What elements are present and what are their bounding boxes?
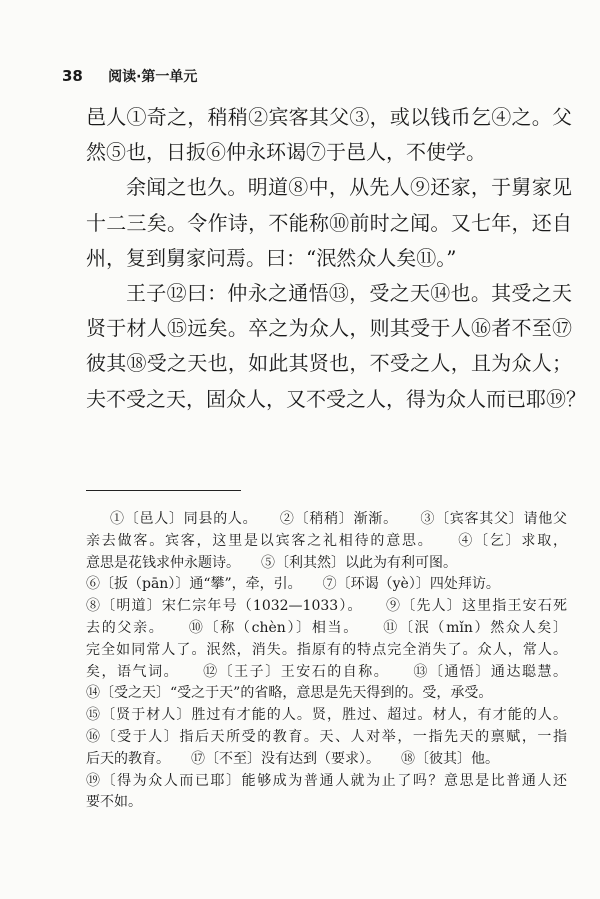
footnote-line: 矣，语气词。 ⑫〔王子〕王安石的自称。 ⑬〔通悟〕通达聪慧。	[86, 663, 567, 680]
footnote-line: 要不如。	[86, 794, 142, 811]
footnote-line: 完全如同常人了。泯然，消失。指原有的特点完全消失了。众人，常人。	[86, 641, 567, 658]
footnote-line: 后天的教育。 ⑰〔不至〕没有达到（要求）。 ⑱〔彼其〕他。	[86, 750, 499, 767]
footnote-line: ⑮〔贤于材人〕胜过有才能的人。贤，胜过、超过。材人，有才能的人。	[86, 707, 567, 724]
footnote-line: ⑥〔扳（pān）〕通“攀”，牵，引。 ⑦〔环谒（yè）〕四处拜访。	[86, 576, 500, 593]
footnote-line: 意思是花钱求仲永题诗。 ⑤〔利其然〕以此为有利可图。	[86, 554, 457, 571]
footnotes	[86, 509, 567, 814]
text-line: 彼其⑱受之天也，如此其贤也，不受之人，且为众人；	[86, 351, 572, 376]
text-line: 然⑤也，日扳⑥仲永环谒⑦于邑人，不使学。	[86, 140, 486, 165]
text-line: 贤于材人⑮远矣。卒之为众人，则其受于人⑯者不至⑰	[86, 316, 572, 341]
text-line: 邑人①奇之，稍稍②宾客其父③，或以钱币乞④之。父	[86, 105, 572, 129]
footnote-line: 去的父亲。 ⑩〔称（chèn）〕相当。 ⑪〔泯（mǐn）然众人矣〕	[86, 619, 567, 636]
footnote-line: ⑲〔得为众人而已耶〕能够成为普通人就为止了吗？意思是比普通人还	[86, 772, 567, 789]
footnote-line: ⑯〔受于人〕指后天所受的教育。天、人对举，一指先天的禀赋，一指	[86, 728, 567, 745]
text-line: 十二三矣。令作诗，不能称⑩前时之闻。又七年，还自	[86, 210, 572, 235]
section-title: 阅读·第一单元	[108, 69, 198, 85]
footnote-line: ⑧〔明道〕宋仁宗年号（1032—1033）。 ⑨〔先人〕这里指王安石死	[86, 598, 567, 615]
text-line: 夫不受之天，固众人，又不受之人，得为众人而已耶⑲？	[86, 386, 586, 411]
text-line: 王子⑫曰：仲永之通悟⑬，受之天⑭也。其受之天	[126, 280, 572, 305]
footnote-line: ①〔邑人〕同县的人。 ②〔稍稍〕渐渐。 ③〔宾客其父〕请他父	[110, 511, 567, 527]
footnote-line: 亲去做客。宾客，这里是以宾客之礼相待的意思。 ④〔乞〕求取，	[86, 532, 567, 549]
footnote-divider	[86, 490, 241, 491]
page-number: 38	[62, 67, 83, 85]
running-header	[62, 66, 197, 86]
footnote-line: ⑭〔受之天〕“受之于天”的省略，意思是先天得到的。受，承受。	[86, 685, 493, 702]
text-line: 州，复到舅家问焉。曰：“泯然众人矣⑪。”	[86, 245, 457, 270]
main-text	[86, 100, 586, 417]
text-line: 余闻之也久。明道⑧中，从先人⑨还家，于舅家见	[126, 175, 572, 200]
